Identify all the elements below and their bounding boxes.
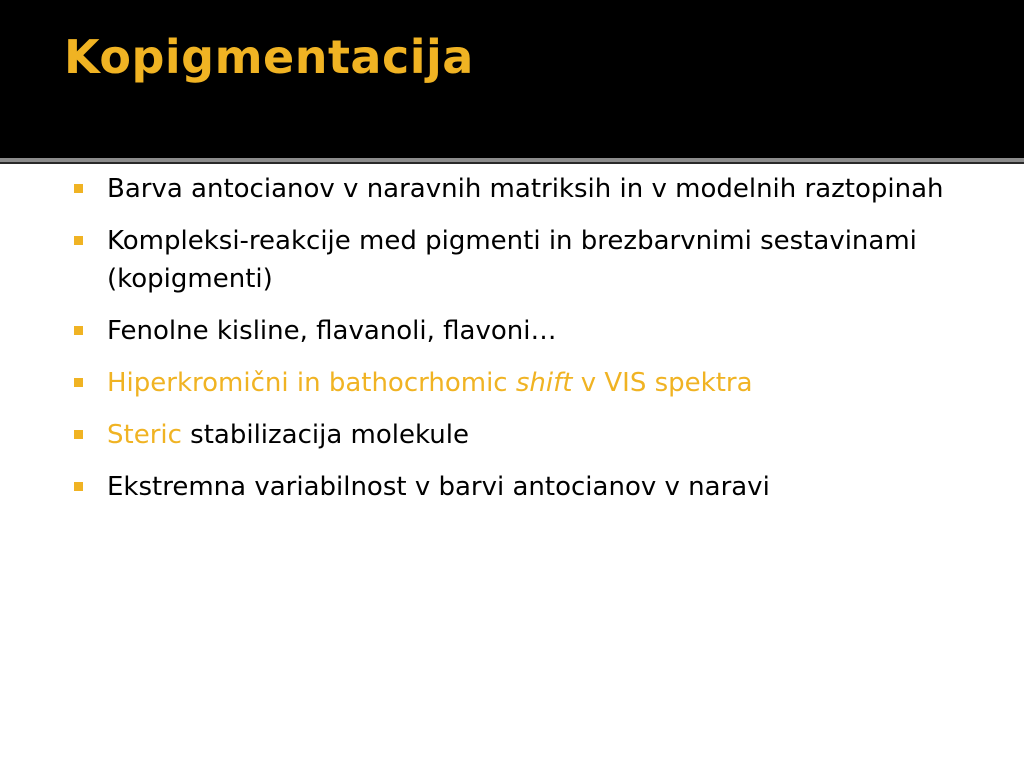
bullet-list: [70, 170, 980, 520]
square-bullet-icon: [74, 326, 83, 335]
bullet-accent-word: Steric: [107, 420, 182, 450]
bullet-item: [70, 170, 980, 208]
bullet-item-highlighted: [70, 364, 980, 402]
slide-title: Kopigmentacija: [64, 30, 474, 84]
title-bar: [0, 0, 1024, 158]
square-bullet-icon: [74, 430, 83, 439]
square-bullet-icon: [74, 184, 83, 193]
bullet-item: [70, 468, 980, 506]
bullet-text-italic: shift: [515, 368, 573, 398]
bullet-text-part: stabilizacija molekule: [181, 420, 469, 450]
bullet-text-part: v VIS spektra: [572, 368, 753, 398]
bullet-text-part: Hiperkromični in bathocrhomic: [107, 368, 516, 398]
bullet-text: Kompleksi-reakcije med pigmenti in brezbarvnimi sestavinami (kopigmenti): [107, 226, 917, 294]
square-bullet-icon: [74, 236, 83, 245]
bullet-item: [70, 312, 980, 350]
bullet-item: [70, 416, 980, 454]
bullet-text: Fenolne kisline, flavanoli, flavoni…: [107, 316, 557, 346]
bullet-item: [70, 222, 980, 298]
square-bullet-icon: [74, 378, 83, 387]
bullet-text: Ekstremna variabilnost v barvi antocianov v naravi: [107, 472, 770, 502]
bullet-text: Barva antocianov v naravnih matriksih in v modelnih raztopinah: [107, 174, 944, 204]
square-bullet-icon: [74, 482, 83, 491]
divider-shadow: [0, 162, 1024, 164]
